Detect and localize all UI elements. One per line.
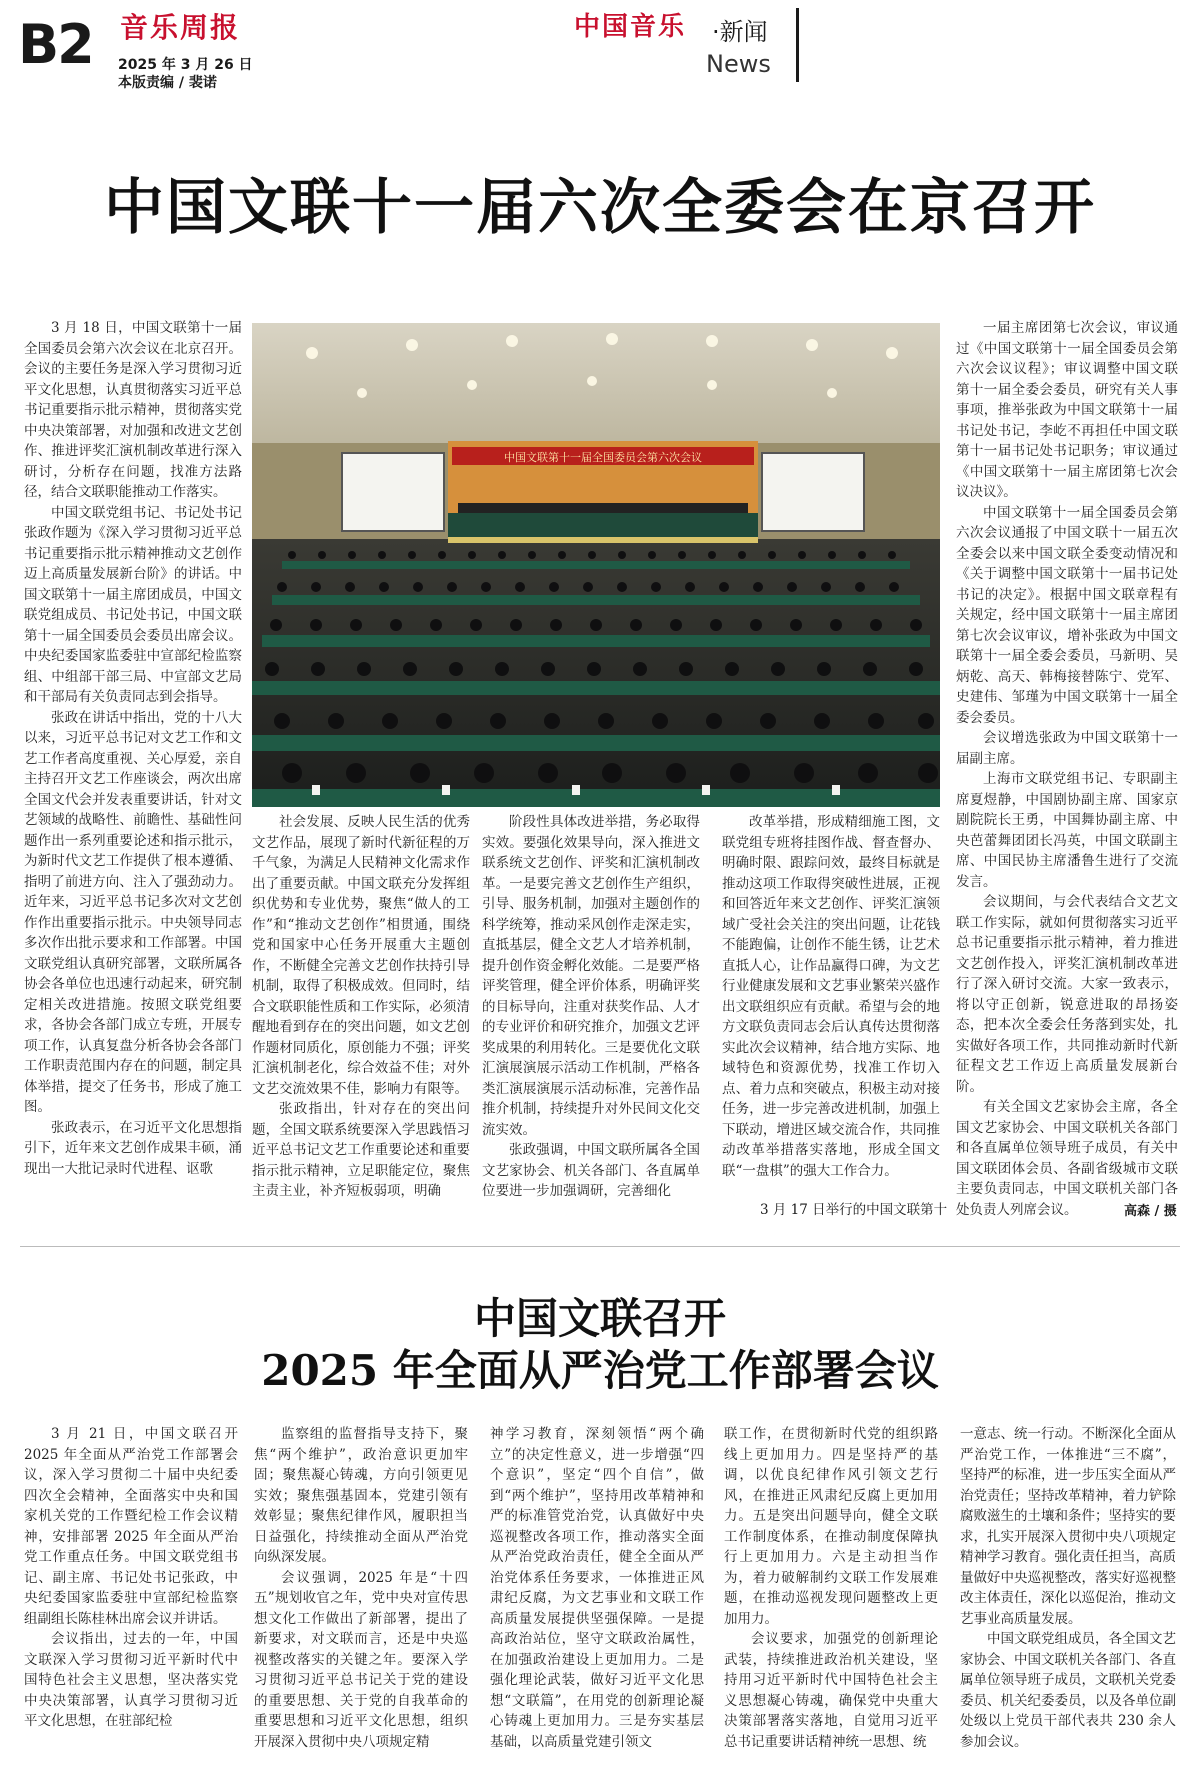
paragraph: 会议指出，过去的一年，中国文联深入学习贯彻习近平新时代中国特色社会主义思想，坚决落实党中央决策部署，认真学习贯彻习近平文化思想，在驻部纪检 — [24, 1631, 238, 1729]
photo-caption: 3 月 17 日举行的中国文联第十 — [760, 1202, 948, 1218]
paragraph: 社会发展、反映人民生活的优秀文艺作品，展现了新时代新征程的万千气象，为满足人民精神文化需求作出了重要贡献。中国文联充分发挥组织优势和专业优势，聚焦“做人的工作”和“推动文艺创作”相贯通，围绕党和国家中心任务开展重大主题创作，不断健全完善文艺创作扶持引导机制，取得了积极成效。但同时，结合文联职能性质和工作实际，必须清醒地看到存在的突出问题，如文艺创作题材同质化，原创能力不强；评奖汇演机制老化，综合效益不佳；对外文艺交流效果不佳，影响力有限等。 — [252, 814, 470, 1097]
paragraph: 中国文联党组成员，各全国文艺家协会、中国文联机关各部门、各直属单位领导班子成员，文联机关党委委员、机关纪委委员，以及各单位副处级以上党员干部代表共 230 余人参加会议。 — [960, 1631, 1176, 1750]
paragraph: 一届主席团第七次会议，审议通过《中国文联第十一届全国委员会第六次会议议程》；审议调整中国文联第十一届全委会委员，研究有关人事事项，推举张政为中国文联第十一届书记处书记，李屹不再担任中国文联第十一届书记处书记职务；审议通过《中国文联第十一届主席团第七次会议决议》。 — [956, 320, 1178, 500]
paragraph: 张政在讲话中指出，党的十八大以来，习近平总书记对文艺工作和文艺工作者高度重视、关心厚爱，亲自主持召开文艺工作座谈会，两次出席全国文代会并发表重要讲话，针对文艺领域的战略性、前瞻性、基础性问题作出一系列重要论述和指示批示，为新时代文艺工作提供了根本遵循、指明了前进方向、注入了强劲动力。近年来，习近平总书记多次对文艺创作作出重要指示批示。中央领导同志多次作出批示要求和工作部署。中国文联党组认真研究部署，文联所属各协会各单位也迅速行动起来，研究制定相关改进措施。按照文联党组要求，各协会各部门成立专班，开展专项工作，认真复盘分析各协会各部门工作职责范围内存在的问题，制定具体举措，提交了任务书，形成了施工图。 — [24, 709, 242, 1115]
paragraph: 阶段性具体改进举措，务必取得实效。要强化效果导向，深入推进文联系统文艺创作、评奖和汇演机制改革。一是要完善文艺创作生产组织，引导、服务机制，加强对主题创作的科学统筹，推动采风创作走深走实，直抵基层，健全文艺人才培养机制，提升创作资金孵化效能。二是要严格评奖管理，健全评价体系，明确评奖的目标导向，注重对获奖作品、人才的专业评价和研究推介，加强文艺评奖成果的利用转化。三是要优化文联汇演展演展示活动工作机制，严格各类汇演展演展示活动标准，完善作品推介机制，持续提升对外民间文化交流实效。 — [482, 814, 700, 1138]
brand-logo: 中国音乐 — [574, 12, 687, 42]
paragraph: 联工作，在贯彻新时代党的组织路线上更加用力。四是坚持严的基调，以优良纪律作风引领文艺行风，在推进正风肃纪反腐上更加用力。五是突出问题导向，健全文联工作制度体系，在推动制度保障执行上更加用力。六是主动担当作为，着力破解制约文联工作发展难题，在推动巡视发现问题整改上更加用力。 — [724, 1426, 938, 1627]
paragraph: 有关全国文艺家协会主席，各全国文艺家协会、中国文联机关各部门和各直属单位领导班子成员，有关中国文联团体会员、各副省级城市文联主要负责同志，中国文联机关部门各处负责人列席会议。 — [956, 1099, 1178, 1218]
article2-headline-line1: 中国文联召开 — [473, 1294, 726, 1343]
paragraph: 会议期间，与会代表结合文艺文联工作实际，就如何贯彻落实习近平总书记重要指示批示精神，着力推进文艺创作投入，评奖汇演机制改革进行了深入研讨交流。大家一致表示，将以守正创新，锐意进取的昂扬姿态，把本次全委会任务落到实处，扎实做好各项工作，共同推动新时代新征程文艺工作迈上高质量发展新台阶。 — [956, 894, 1178, 1095]
article2-column-2 — [254, 1424, 468, 1752]
article2-column-5 — [960, 1424, 1176, 1752]
article2-headline-line2: 2025 年全面从严治党工作部署会议 — [261, 1346, 939, 1395]
paragraph: 中国文联第十一届全国委员会第六次会议通报了中国文联十一届五次全委会以来中国文联全委变动情况和《关于调整中国文联第十一届书记处书记的决定》。根据中国文联章程有关规定，经中国文联第十一届主席团第七次会议审议，增补张政为中国文联第十一届全委会委员，马新明、吴炳乾、高天、韩梅接替陈宁、党军、史建伟、邹瑾为中国文联第十一届全委会委员。 — [956, 504, 1178, 726]
paragraph: 会议增选张政为中国文联第十一届副主席。 — [956, 730, 1178, 767]
paragraph: 一意志、统一行动。不断深化全面从严治党工作，一体推进“三不腐”，坚持严的标准，进一步压实全面从严治党责任；坚持改革精神，着力铲除腐败滋生的土壤和条件；坚持实的要求，扎实开展深入贯彻中央八项规定精神学习教育。强化责任担当，高质量做好中央巡视整改，落实好巡视整改主体责任，深化以巡促治，推动文艺事业高质量发展。 — [960, 1426, 1176, 1627]
article1-column-2 — [252, 812, 470, 1202]
section-title: ·新闻 — [712, 18, 768, 46]
page-number: B2 — [18, 13, 93, 76]
section-title-en: News — [706, 50, 771, 78]
paragraph: 会议要求，加强党的创新理论武装，持续推进政治机关建设，坚持用习近平新时代中国特色社会主义思想凝心铸魂，确保党中央重大决策部署落实落地，自觉用习近平总书记重要讲话精神统一思想、统 — [724, 1631, 938, 1750]
paragraph: 3 月 18 日，中国文联第十一届全国委员会第六次会议在北京召开。会议的主要任务是深入学习贯彻习近平文化思想，认真贯彻落实习近平总书记重要指示批示精神，贯彻落实党中央决策部署，对加强和改进文艺创作、推进评奖汇演机制改革进行深入研讨，分析存在问题，找准方法路径，结合文联职能推动工作落实。 — [24, 320, 242, 500]
article2-column-4 — [724, 1424, 938, 1752]
masthead-divider — [796, 8, 799, 82]
conference-photo — [252, 323, 940, 807]
paragraph: 改革举措，形成精细施工图，文联党组专班将挂图作战、督查督办、明确时限、跟踪问效，最终目标就是推动这项工作取得突破性进展，正视和回答近年来文艺创作、评奖汇演领域广受社会关注的突出问题，让花钱不能跑偏，让创作不能生锈，让艺术直抵人心，让作品赢得口碑，为文艺行业健康发展和文艺事业繁荣兴盛作出文联组织应有贡献。希望与会的地方文联负责同志会后认真传达贯彻落实此次会议精神，结合地方实际、地域特色和资源优势，找准工作切入点、着力点和突破点，积极主动对接任务，进一步完善改进机制，加强上下联动，增进区域交流合作，共同推动改革举措落实落地，形成全国文联“一盘棋”的强大工作合力。 — [722, 814, 940, 1179]
paragraph: 3 月 21 日，中国文联召开 2025 年全面从严治党工作部署会议，深入学习贯彻二十届中央纪委四次全会精神，全面落实中央和国家机关党的工作暨纪检工作会议精神，安排部署 2025 年全面从严治党工作重点任务。中国文联党组书记、副主席、书记处书记张政，中央纪委国家监委驻中宣部纪检监察组副组长陈桂林出席会议并讲话。 — [24, 1426, 238, 1627]
article1-column-3 — [482, 812, 700, 1202]
paragraph: 张政强调，中国文联所属各全国文艺家协会、机关各部门、各直属单位要进一步加强调研，完善细化 — [482, 1142, 700, 1199]
paragraph: 张政指出，针对存在的突出问题，全国文联系统要深入学思践悟习近平总书记文艺工作重要论述和重要指示批示精神，立足职能定位，聚焦主责主业，补齐短板弱项，明确 — [252, 1101, 470, 1199]
paragraph: 张政表示，在习近平文化思想指引下，近年来文艺创作成果丰硕，涌现出一大批记录时代进程、讴歌 — [24, 1119, 242, 1177]
article2-column-3 — [490, 1424, 704, 1752]
article1-headline: 中国文联十一届六次全委会在京召开 — [104, 173, 1096, 243]
article1-column-4 — [722, 812, 940, 1181]
article2-column-1 — [24, 1424, 238, 1732]
paragraph: 监察组的监督指导支持下，聚焦“两个维护”，政治意识更加牢固；聚焦凝心铸魂，方向引领更见实效；聚焦强基固本，党建引领有效彰显；聚焦纪律作风，履职担当日益强化，持续推动全面从严治党向纵深发展。 — [254, 1426, 468, 1565]
newspaper-logo: 音乐周报 — [120, 11, 241, 44]
paragraph: 上海市文联党组书记、专职副主席夏煜静，中国剧协副主席、国家京剧院院长王勇，中国舞协副主席、中央芭蕾舞团团长冯英，中国文联副主席、中国民协主席潘鲁生进行了交流发言。 — [956, 771, 1178, 890]
page-editor: 本版责编 / 裴诺 — [118, 75, 217, 91]
paragraph: 中国文联党组书记、书记处书记张政作题为《深入学习贯彻习近平总书记重要指示批示精神推动文艺创作迈上高质量发展新台阶》的讲话。中国文联第十一届主席团成员，中国文联党组成员、书记处书记，中国文联第十一届全国委员会委员出席会议。中央纪委国家监委驻中宣部纪检监察组、中组部干部三局、中宣部文艺局和干部局有关负责同志到会指导。 — [24, 504, 242, 705]
paragraph: 神学习教育，深刻领悟“两个确立”的决定性意义，进一步增强“四个意识”，坚定“四个自信”，做到“两个维护”，坚持用改革精神和严的标准管党治党，认真做好中央巡视整改各项工作，推动落实全面从严治党政治责任，健全全面从严治党体系任务要求，一体推进正风肃纪反腐，为文艺事业和文联工作高质量发展提供坚强保障。一是提高政治站位，坚守文联政治属性，在加强政治建设上更加用力。二是强化理论武装，做好习近平文化思想“文联篇”，在用党的创新理论凝心铸魂上更加用力。三是夯实基层基础，以高质量党建引领文 — [490, 1426, 704, 1750]
photo-credit: 高森 / 摄 — [1124, 1204, 1177, 1219]
article1-column-5 — [956, 318, 1178, 1220]
edition-date: 2025 年 3 月 26 日 — [118, 57, 253, 73]
article-separator — [20, 1246, 1180, 1247]
paragraph: 会议强调，2025 年是“十四五”规划收官之年，党中央对宣传思想文化工作做出了新部署，提出了新要求，对文联而言，还是中央巡视整改落实的关键之年。要深入学习贯彻习近平总书记关于党的建设的重要思想、关于党的自我革命的重要思想和习近平文化思想，组织开展深入贯彻中央八项规定精 — [254, 1569, 468, 1750]
stage-banner-text: 中国文联第十一届全国委员会第六次会议 — [504, 451, 702, 464]
article1-column-1 — [24, 318, 242, 1179]
